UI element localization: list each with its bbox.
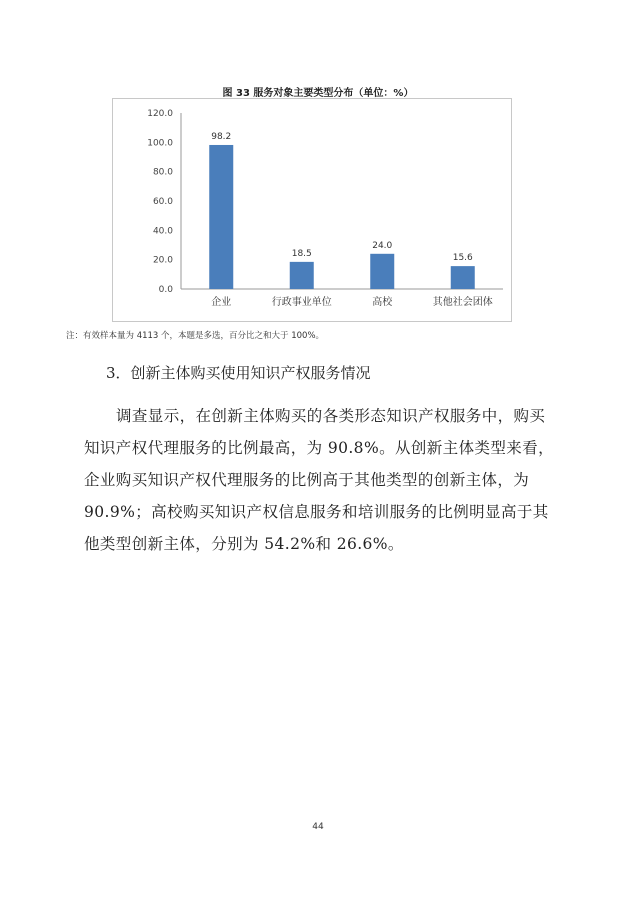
data-label: 24.0 — [372, 240, 393, 251]
category-label: 其他社会团体 — [432, 297, 493, 308]
chart-note: 注：有效样本量为 4113 个，本题是多选，百分比之和大于 100%。 — [66, 331, 325, 341]
bar-chart — [113, 99, 513, 323]
data-label: 98.2 — [211, 131, 232, 142]
y-tick-label: 80.0 — [152, 167, 173, 178]
y-tick-label: 20.0 — [152, 255, 173, 266]
section-heading: 3．创新主体购买使用知识产权服务情况 — [106, 364, 371, 382]
data-label: 15.6 — [452, 253, 473, 264]
chart-frame — [112, 98, 512, 322]
category-label: 行政事业单位 — [271, 297, 332, 308]
bar — [290, 262, 314, 289]
y-tick-label: 120.0 — [147, 109, 173, 119]
page-number: 44 — [312, 822, 324, 832]
y-tick-label: 0.0 — [158, 285, 173, 295]
data-label: 18.5 — [291, 248, 312, 259]
bar — [370, 254, 394, 289]
bar — [451, 266, 475, 289]
category-label: 企业 — [211, 297, 232, 308]
bar — [209, 145, 233, 289]
category-label: 高校 — [372, 297, 393, 308]
y-tick-label: 60.0 — [152, 197, 173, 207]
chart-title: 图 33 服务对象主要类型分布（单位：%） — [222, 88, 414, 99]
y-tick-label: 40.0 — [152, 226, 173, 237]
y-tick-label: 100.0 — [147, 138, 173, 149]
body-paragraph: 调查显示，在创新主体购买的各类形态知识产权服务中，购买知识产权代理服务的比例最高，为 90.8%。从创新主体类型来看，企业购买知识产权代理服务的比例高于其他类型的创新主体，为 90.9%；高校购买知识产权信息服务和培训服务的比例明显高于其他类型创新主体，分别为 54.2%和 26.6%。 — [84, 407, 554, 553]
